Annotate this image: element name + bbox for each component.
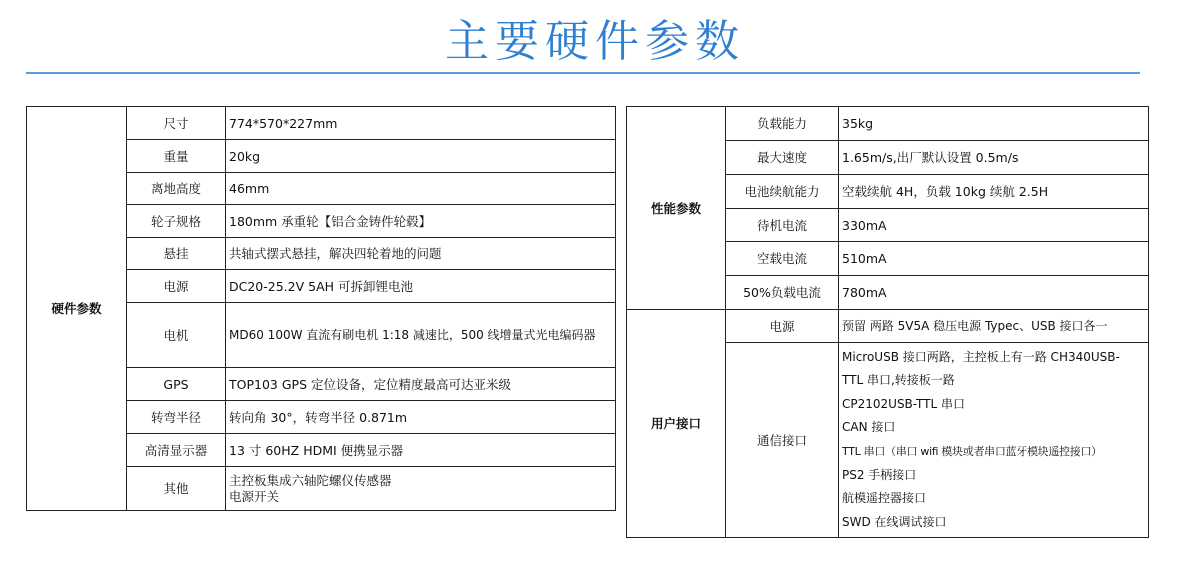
row-value: 13 寸 60HZ HDMI 便携显示器 [226, 434, 616, 467]
row-label: 电机 [127, 303, 226, 368]
row-value-multiline [839, 343, 1149, 538]
row-value: 20kg [226, 140, 616, 173]
value-line: CP2102USB-TTL 串口 [842, 396, 965, 411]
row-label: 50%负载电流 [726, 276, 839, 310]
value-line: PS2 手柄接口 [842, 467, 917, 482]
performance-interface-table [626, 106, 1149, 538]
page-title: 主要硬件参数 [445, 16, 745, 67]
row-label: 电源 [726, 310, 839, 343]
row-value: DC20-25.2V 5AH 可拆卸锂电池 [226, 270, 616, 303]
value-line: CAN 接口 [842, 420, 896, 435]
row-value: 46mm [226, 173, 616, 205]
table-row [27, 107, 616, 140]
row-label: 重量 [127, 140, 226, 173]
row-label: 转弯半径 [127, 401, 226, 434]
row-value: 774*570*227mm [226, 107, 616, 140]
row-value: 共轴式摆式悬挂，解决四轮着地的问题 [226, 238, 616, 270]
row-value: 转向角 30°，转弯半径 0.871m [226, 401, 616, 434]
value-line: MicroUSB 接口两路，主控板上有一路 CH340USB- [842, 349, 1120, 364]
row-value: 780mA [839, 276, 1149, 310]
row-value: 510mA [839, 242, 1149, 276]
row-label: 电源 [127, 270, 226, 303]
row-label: GPS [127, 368, 226, 401]
row-label: 空载电流 [726, 242, 839, 276]
row-value: MD60 100W 直流有刷电机 1:18 减速比，500 线增量式光电编码器 [226, 303, 616, 368]
row-value-multiline [226, 467, 616, 511]
row-label: 高清显示器 [127, 434, 226, 467]
row-label: 悬挂 [127, 238, 226, 270]
row-label: 负载能力 [726, 107, 839, 141]
row-label: 待机电流 [726, 209, 839, 242]
table-row [627, 107, 1149, 141]
row-value: TOP103 GPS 定位设备，定位精度最高可达亚米级 [226, 368, 616, 401]
row-value: 空载续航 4H，负载 10kg 续航 2.5H [839, 175, 1149, 209]
category-cell-performance: 性能参数 [627, 107, 726, 310]
category-cell-hardware: 硬件参数 [27, 107, 127, 511]
value-line: TTL 串口（串口 wifi 模块或者串口蓝牙模块遥控接口） [842, 445, 1102, 458]
row-value: 180mm 承重轮【铝合金铸件轮毂】 [226, 205, 616, 238]
row-label: 最大速度 [726, 141, 839, 175]
hardware-spec-table [26, 106, 616, 511]
category-cell-interface: 用户接口 [627, 310, 726, 538]
row-label: 离地高度 [127, 173, 226, 205]
table-row [627, 310, 1149, 343]
title-underline [26, 72, 1140, 74]
row-label: 尺寸 [127, 107, 226, 140]
row-value: 预留 两路 5V5A 稳压电源 Typec、USB 接口各一 [839, 310, 1149, 343]
row-label: 电池续航能力 [726, 175, 839, 209]
value-line: 航模遥控器接口 [842, 491, 927, 506]
value-line: 电源开关 [229, 488, 280, 504]
row-label: 轮子规格 [127, 205, 226, 238]
value-line: 主控板集成六轴陀螺仪传感器 [229, 472, 392, 488]
value-line: TTL 串口,转接板一路 [842, 373, 955, 388]
row-label: 通信接口 [726, 343, 839, 538]
row-label: 其他 [127, 467, 226, 511]
row-value: 1.65m/s,出厂默认设置 0.5m/s [839, 141, 1149, 175]
value-line: SWD 在线调试接口 [842, 514, 947, 529]
row-value: 35kg [839, 107, 1149, 141]
row-value: 330mA [839, 209, 1149, 242]
